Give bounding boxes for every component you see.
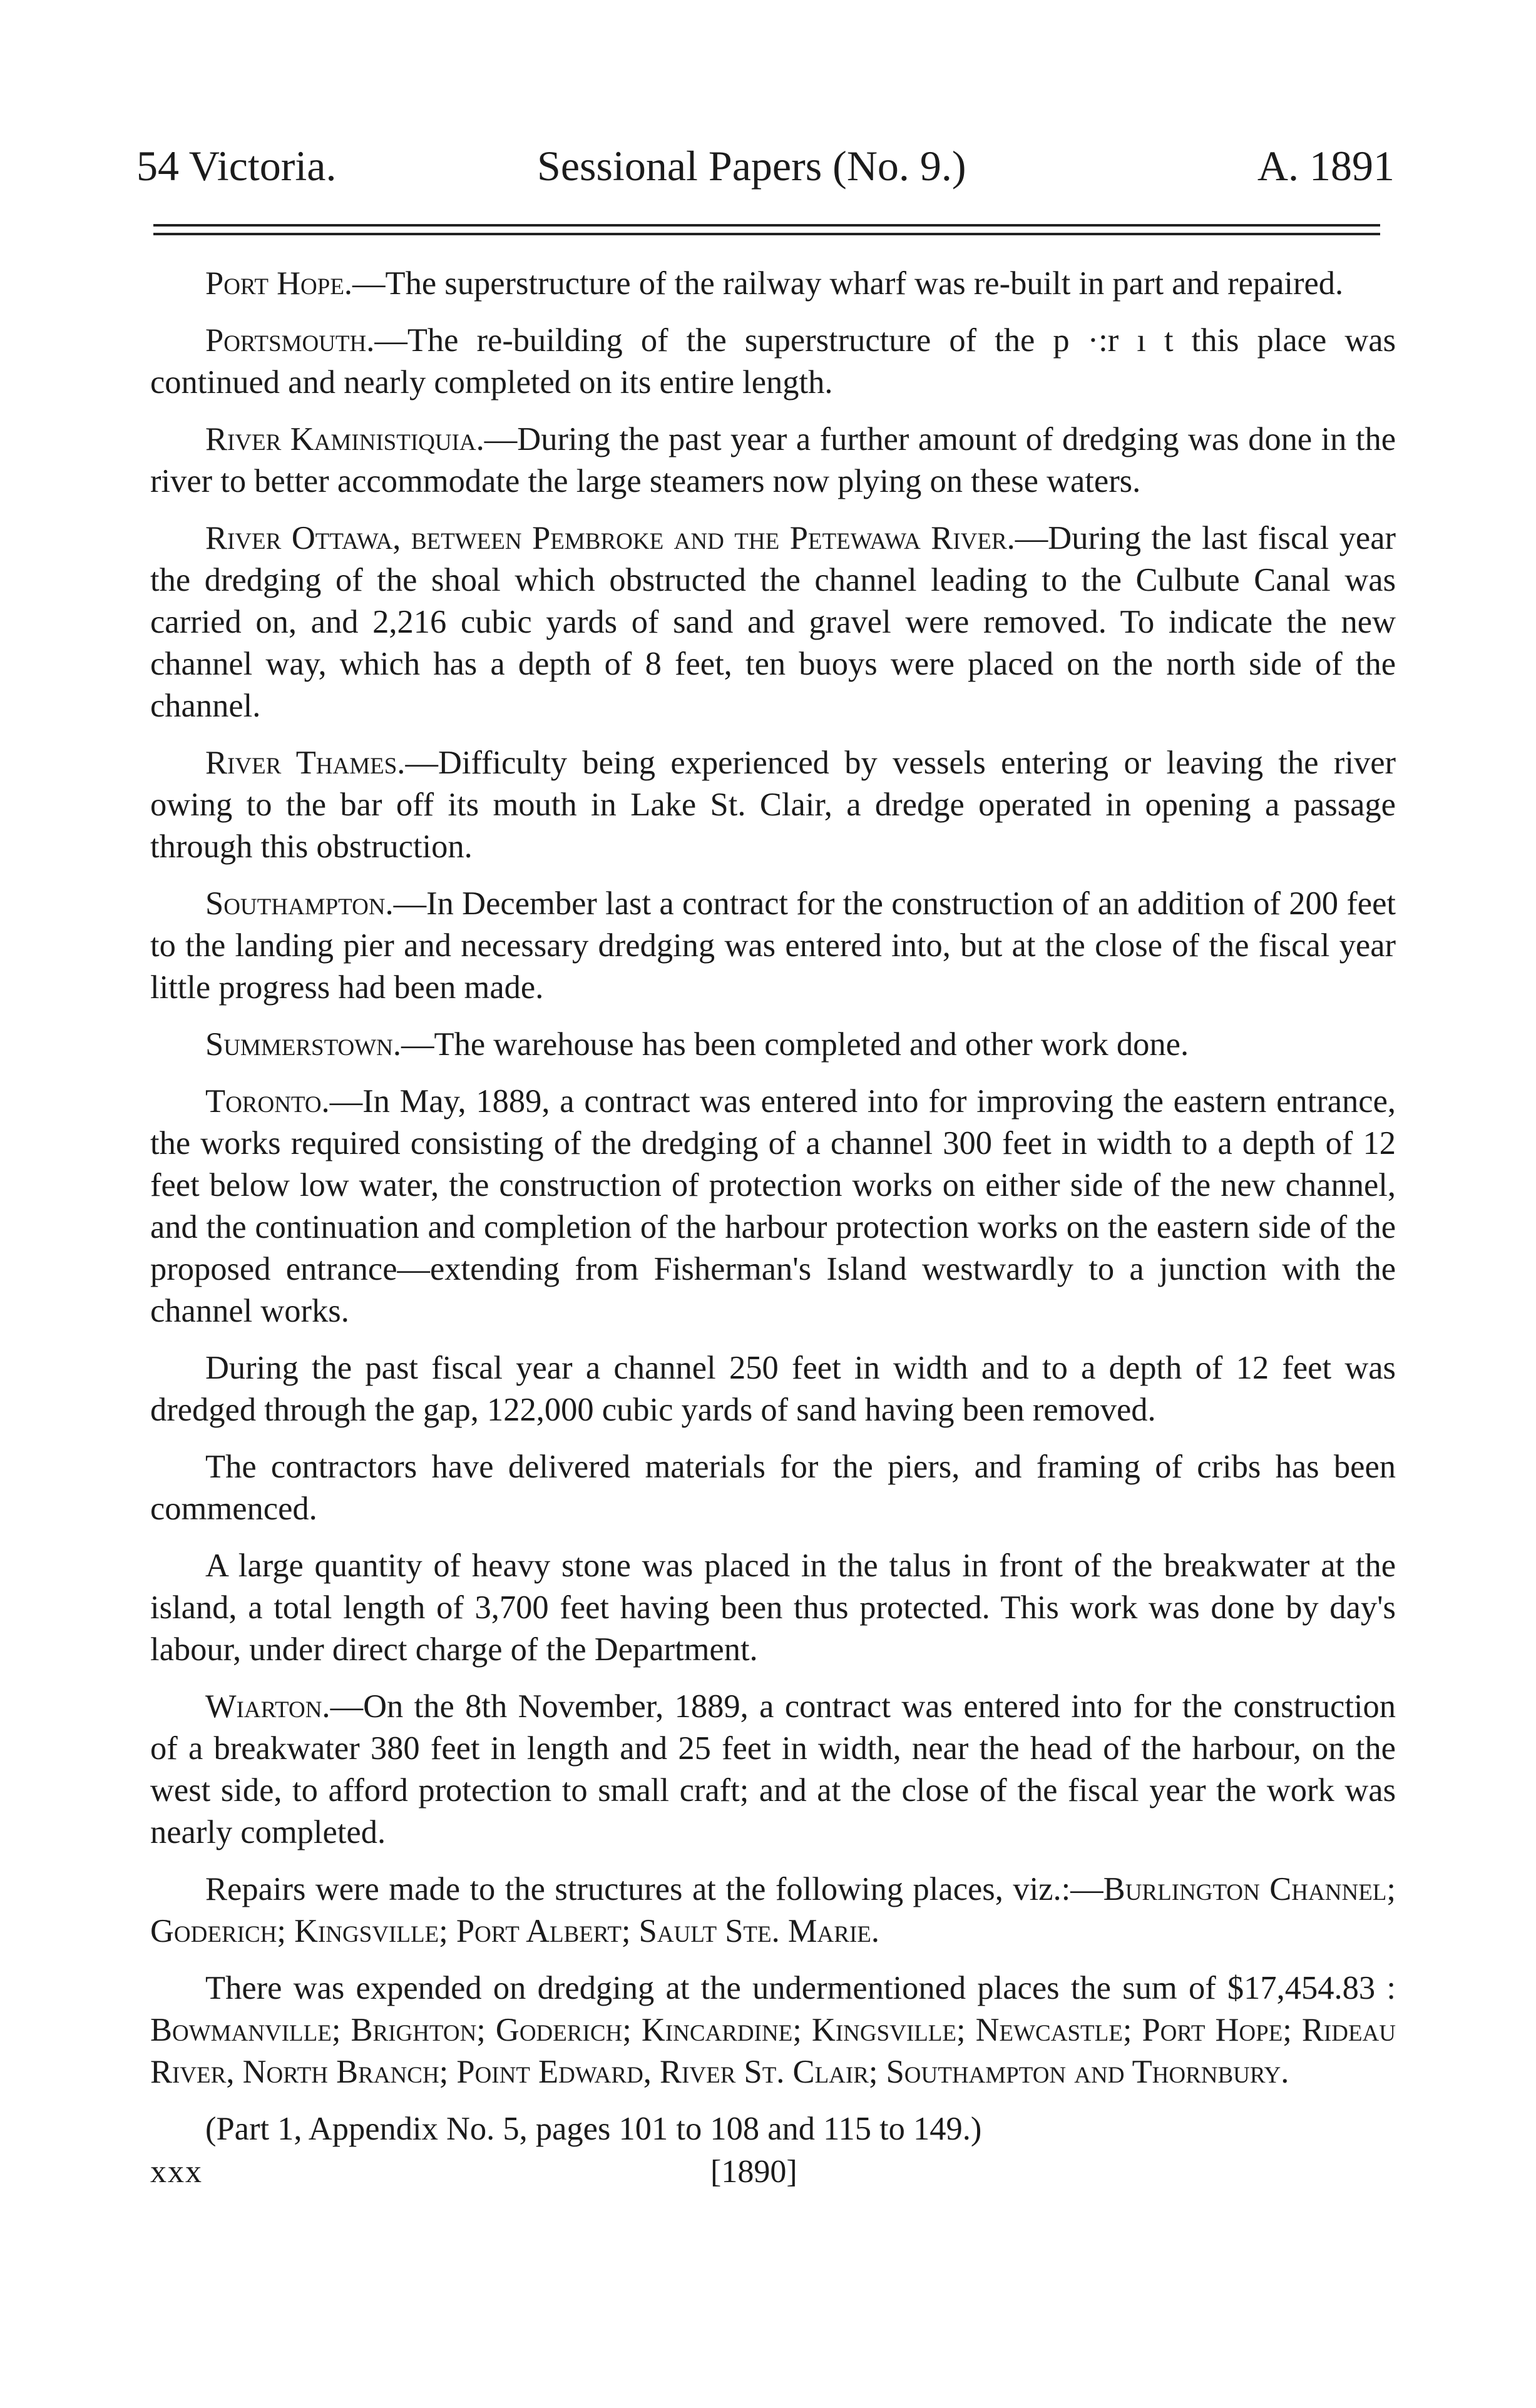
paragraph-heading: River Thames. xyxy=(205,745,406,781)
paragraph-text: —During the past year a further amount of dredging was done in the river to better accommodate the large steamers now plying on these waters. xyxy=(150,421,1396,499)
paragraph-toronto-dredging xyxy=(150,1347,1396,1431)
page-footer xyxy=(150,2150,1396,2194)
paragraph-toronto-stone xyxy=(150,1545,1396,1671)
paragraph-repairs xyxy=(150,1869,1396,1952)
paragraph-text: —The re-building of the superstructure of the p ·:r ı t this place was continued and nearly completed on its entire length. xyxy=(150,322,1396,400)
appendix-reference: (Part 1, Appendix No. 5, pages 101 to 108 and 115 to 149.) xyxy=(205,2111,982,2147)
paragraph-text: During the past fiscal year a channel 250 feet in width and to a depth of 12 feet was dredged through the gap, 122,000 cubic yards of sand having been removed. xyxy=(150,1350,1396,1428)
repair-places: Burlington Channel; Goderich; Kingsville; Port Albert; Sault Ste. Marie. xyxy=(150,1871,1396,1949)
report-body xyxy=(150,263,1396,2194)
paragraph-dredging-expenditure xyxy=(150,1967,1396,2093)
footer-page-number: xxx xyxy=(150,2154,203,2190)
paragraph-text: Repairs were made to the structures at the following places, viz.:— xyxy=(205,1871,1103,1907)
paragraph-heading: Wiarton. xyxy=(205,1688,330,1725)
paragraph-toronto-contractors xyxy=(150,1446,1396,1530)
paragraph-wiarton xyxy=(150,1686,1396,1854)
page-header xyxy=(136,138,1395,194)
paragraph-river-ottawa xyxy=(150,518,1396,727)
paragraph-heading: Port Hope. xyxy=(205,265,353,302)
paragraph-summerstown xyxy=(150,1024,1396,1066)
paragraph-river-thames xyxy=(150,742,1396,868)
paragraph-heading: Portsmouth. xyxy=(205,322,375,359)
paragraph-text: A large quantity of heavy stone was placed in the talus in front of the breakwater at the island, a total length of 3,700 feet having been thus protected. This work was done by day's labour, under direct charge of the Department. xyxy=(150,1548,1396,1668)
paragraph-southampton xyxy=(150,883,1396,1009)
paragraph-portsmouth xyxy=(150,320,1396,404)
paragraph-text: —Difficulty being experienced by vessels entering or leaving the river owing to the bar off its mouth in Lake St. Clair, a dredge operated in opening a passage through this obstruction. xyxy=(150,745,1396,865)
header-session: 54 Victoria. xyxy=(136,142,337,190)
paragraph-heading: River Kaministiquia. xyxy=(205,421,484,457)
paragraph-text: —The superstructure of the railway wharf was re-built in part and repaired. xyxy=(352,265,1344,302)
header-title: Sessional Papers (No. 9.) xyxy=(537,142,966,190)
header-rule-bottom xyxy=(153,233,1380,235)
header-rule-top xyxy=(153,224,1380,227)
paragraph-heading: Toronto. xyxy=(205,1083,330,1120)
paragraph-heading: Southampton. xyxy=(205,885,394,922)
paragraph-heading: Summerstown. xyxy=(205,1026,401,1063)
paragraph-text: —In December last a contract for the construction of an addition of 200 feet to the landing pier and necessary dredging was entered into, but at the close of the fiscal year little progress had been made. xyxy=(150,885,1396,1006)
footer-year: [1890] xyxy=(710,2154,797,2190)
paragraph-toronto xyxy=(150,1081,1396,1332)
paragraph-text: —In May, 1889, a contract was entered into for improving the eastern entrance, the works required consisting of the dredging of a channel 300 feet in width to a depth of 12 feet below low water, the construction of protection works on either side of the new channel, and the continuation and completion of the harbour protection works on the eastern side of the proposed entrance—extending from Fisherman's Island westwardly to a junction with the channel works. xyxy=(150,1083,1396,1329)
paragraph-heading: River Ottawa, between Pembroke and the Petewawa River. xyxy=(205,520,1015,556)
paragraph-text: —During the last fiscal year the dredging of the shoal which obstructed the channel leading to the Culbute Canal was carried on, and 2,216 cubic yards of sand and gravel were removed. To indicate the new channel way, which has a depth of 8 feet, ten buoys were placed on the north side of the channel. xyxy=(150,520,1396,724)
paragraph-text: —On the 8th November, 1889, a contract was entered into for the construction of a breakwater 380 feet in length and 25 feet in width, near the head of the harbour, on the west side, to afford protection to small craft; and at the close of the fiscal year the work was nearly completed. xyxy=(150,1688,1396,1850)
paragraph-text: —The warehouse has been completed and other work done. xyxy=(401,1026,1189,1063)
paragraph-port-hope xyxy=(150,263,1396,305)
dredging-places: Bowmanville; Brighton; Goderich; Kincardine; Kingsville; Newcastle; Port Hope; Rideau River, North Branch; Point Edward, River St. Clair; Southampton and Thornbury. xyxy=(150,2012,1396,2090)
paragraph-text: There was expended on dredging at the undermentioned places the sum of $17,454.83 : xyxy=(205,1970,1396,2006)
header-year: A. 1891 xyxy=(1257,142,1395,190)
paragraph-text: The contractors have delivered materials for the piers, and framing of cribs has been commenced. xyxy=(150,1449,1396,1527)
paragraph-river-kaministiquia xyxy=(150,419,1396,503)
